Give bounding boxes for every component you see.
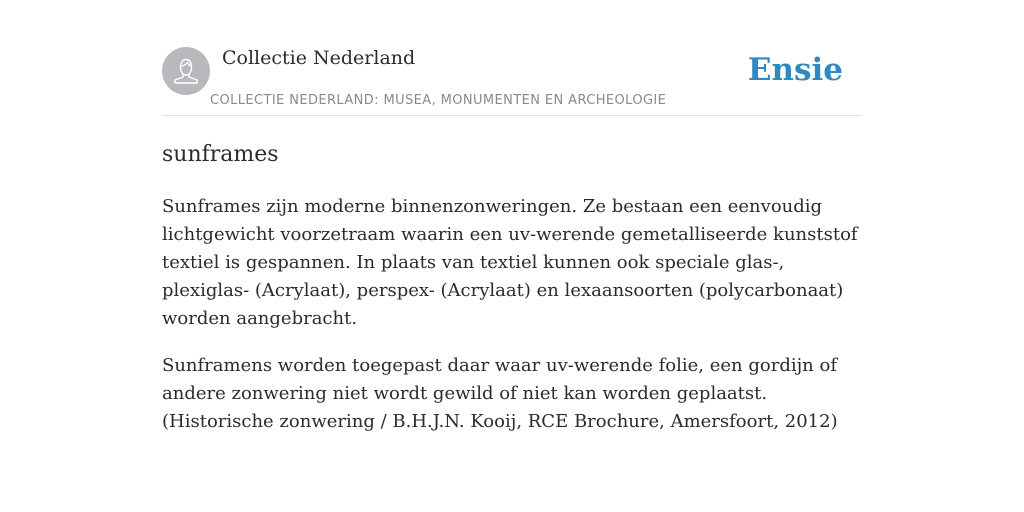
entry-paragraph: Sunframes zijn moderne binnenzonweringen. Ze bestaan een eenvoudig lichtgewicht voorzetraam waarin een uv-werende gemetalliseerde kunststof textiel is gespannen. In plaats van textiel kunnen ook speciale glas-, plexiglas- (Acrylaat), perspex- (Acrylaat) en lexaansoorten (polycarbonaat) worden aangebracht. xyxy=(162,196,858,329)
entry-paragraph: Sunframens worden toegepast daar waar uv-werende folie, een gordijn of andere zonwering niet wordt gewild of niet kan worden geplaatst. (Historische zonwering / B.H.J.N. Kooij, RCE Brochure, Amersfoort, 2012) xyxy=(162,355,838,432)
brand-logo[interactable]: Ensie xyxy=(747,52,843,88)
user-silhouette-icon xyxy=(162,47,210,95)
avatar[interactable] xyxy=(162,47,210,95)
organization-subtitle: COLLECTIE NEDERLAND: MUSEA, MONUMENTEN EN ARCHEOLOGIE xyxy=(210,93,667,108)
entry-card xyxy=(162,46,862,436)
entry-term: sunframes xyxy=(162,142,279,167)
author-name[interactable]: Collectie Nederland xyxy=(222,47,416,69)
entry-header xyxy=(162,46,862,116)
